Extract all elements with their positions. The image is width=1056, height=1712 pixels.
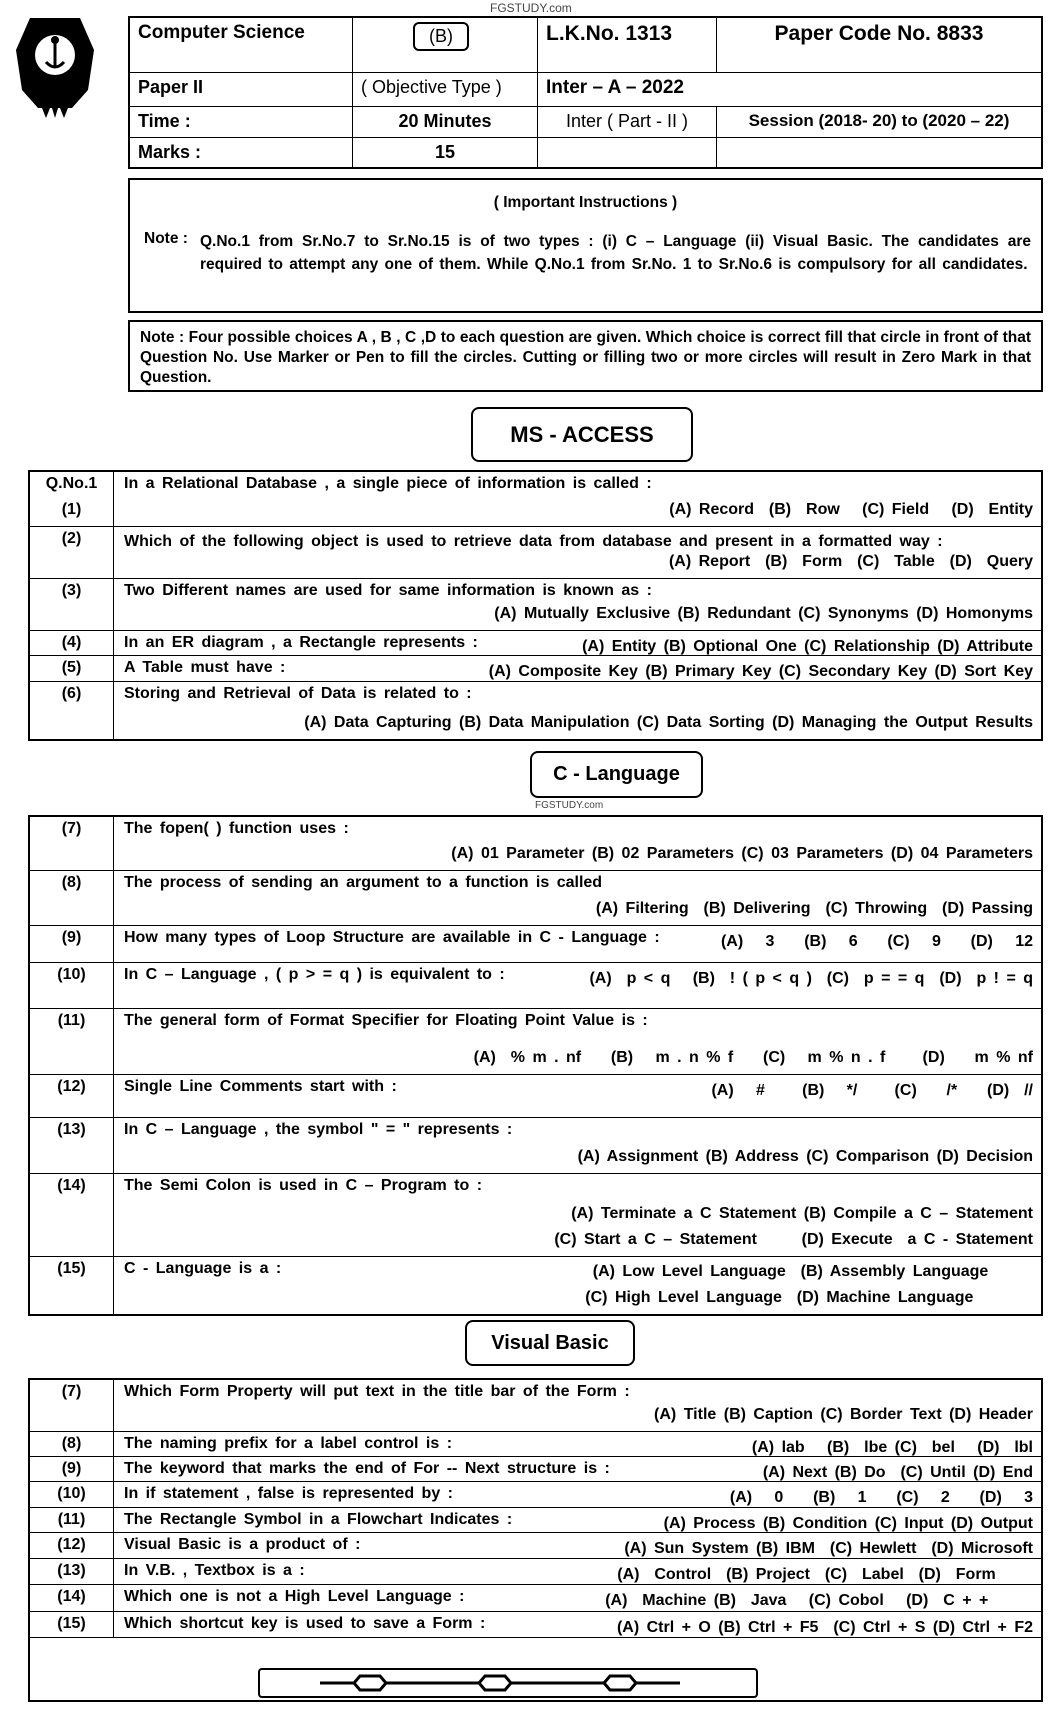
note-label: Note : [144, 230, 188, 247]
answer-options: (A) lab (B) lbe (C) bel (D) lbl [751, 1439, 1033, 1456]
question-number: (10) [30, 1482, 114, 1507]
question-number: (8) [30, 871, 114, 925]
answer-options: (A) Process (B) Condition (C) Input (D) Output [663, 1515, 1033, 1532]
answer-options: (A) Assignment (B) Address (C) Comparison (D) Decision [577, 1148, 1033, 1165]
question-row [30, 682, 1041, 739]
question-text: Two Different names are used for same information is known as : [124, 582, 652, 599]
question-number: (12) [30, 1075, 114, 1117]
answer-options: (A) Ctrl + O (B) Ctrl + F5 (C) Ctrl + S (D) Ctrl + F2 [616, 1619, 1033, 1636]
answer-options: (A) Entity (B) Optional One (C) Relationship (D) Attribute [582, 638, 1033, 655]
question-text: Visual Basic is a product of : [124, 1536, 361, 1553]
question-row [30, 1380, 1041, 1432]
question-text: The keyword that marks the end of For -- Next structure is : [124, 1460, 610, 1477]
question-text: Storing and Retrieval of Data is related to : [124, 685, 472, 702]
question-text: The process of sending an argument to a function is called [124, 874, 603, 891]
answer-options: (A) Mutually Exclusive (B) Redundant (C) Synonyms (D) Homonyms [494, 605, 1033, 622]
answer-options: (A) Machine (B) Java (C) Cobol (D) C + + [605, 1592, 1033, 1609]
paper-type: ( Objective Type ) [353, 73, 538, 107]
question-text: Single Line Comments start with : [124, 1078, 397, 1095]
question-row [30, 631, 1041, 656]
question-number [30, 472, 114, 526]
answer-options: (A) 01 Parameter (B) 02 Parameters (C) 03 Parameters (D) 04 Parameters [451, 845, 1033, 862]
question-number: (7) [30, 1380, 114, 1431]
question-text: The fopen( ) function uses : [124, 820, 349, 837]
answer-options: (A) Record (B) Row (C) Field (D) Entity [669, 501, 1033, 518]
visual-basic-table [28, 1378, 1043, 1702]
question-number: (12) [30, 1533, 114, 1558]
answer-options: (A) Sun System (B) IBM (C) Hewlett (D) Microsoft [624, 1540, 1033, 1557]
question-number: (14) [30, 1585, 114, 1611]
answer-options: (A) Control (B) Project (C) Label (D) Form [617, 1566, 1033, 1583]
answer-options: (A) Next (B) Do (C) Until (D) End [762, 1464, 1033, 1481]
section-ms-access: MS - ACCESS [471, 407, 693, 462]
instructions-title: ( Important Instructions ) [493, 194, 678, 211]
question-row [30, 1533, 1041, 1559]
header-table [128, 16, 1043, 169]
question-row [30, 1585, 1041, 1612]
question-text: In V.B. , Textbox is a : [124, 1562, 305, 1579]
question-row [30, 579, 1041, 631]
question-number: (11) [30, 1508, 114, 1532]
question-text: Which one is not a High Level Language : [124, 1588, 465, 1605]
question-row [30, 1009, 1041, 1075]
question-row [30, 926, 1041, 963]
answer-options: (A) # (B) */ (C) /* (D) // [711, 1082, 1033, 1099]
part: Inter ( Part - II ) [538, 107, 717, 138]
paper-label: Paper II [130, 73, 353, 107]
question-number: (7) [30, 817, 114, 870]
watermark-mid: FGSTUDY.com [535, 800, 604, 811]
question-number: (6) [30, 682, 114, 739]
answer-options: (A) 0 (B) 1 (C) 2 (D) 3 [729, 1489, 1033, 1506]
question-row [30, 871, 1041, 926]
question-row [30, 1075, 1041, 1118]
watermark-top: FGSTUDY.com [490, 1, 572, 15]
group-cell [353, 18, 538, 73]
question-label: Q.No.1 [45, 475, 98, 492]
instructions-box [128, 178, 1043, 313]
answer-options: (A) Filtering (B) Delivering (C) Throwing (D) Passing [595, 900, 1033, 917]
question-row [30, 1559, 1041, 1585]
question-number: (15) [30, 1612, 114, 1637]
exam-name: Inter – A – 2022 [538, 73, 1041, 107]
time-value: 20 Minutes [353, 107, 538, 138]
group-badge: (B) [413, 22, 469, 51]
question-row [30, 963, 1041, 1009]
question-number: (11) [30, 1009, 114, 1074]
question-row [30, 1612, 1041, 1638]
question-number: (13) [30, 1559, 114, 1584]
answer-options: (A) Composite Key (B) Primary Key (C) Secondary Key (D) Sort Key [488, 663, 1033, 680]
question-text: The Semi Colon is used in C – Program to : [124, 1177, 483, 1194]
question-text: Which of the following object is used to retrieve data from database and present in a formatted way : [124, 533, 943, 550]
question-number: (13) [30, 1118, 114, 1173]
marks-label: Marks : [130, 138, 353, 169]
question-text: In if statement , false is represented by : [124, 1485, 453, 1502]
question-row [30, 656, 1041, 682]
board-logo [12, 10, 98, 120]
marks-value: 15 [353, 138, 538, 169]
ms-access-table [28, 470, 1043, 741]
question-row [30, 1508, 1041, 1533]
question-text: How many types of Loop Structure are available in C - Language : [124, 929, 660, 946]
question-number: (10) [30, 963, 114, 1008]
note-text: Q.No.1 from Sr.No.7 to Sr.No.15 is of two types : (i) C – Language (ii) Visual Basic. The candidates are required to attempt any one of them. While Q.No.1 from Sr.No. 1 to Sr.No.6 is compulsory for all candidates. [200, 233, 1031, 273]
answer-options: (A) Terminate a C Statement (B) Compile a C – Statement (C) Start a C – Statement (D) Execute a C - Statement [554, 1205, 1033, 1248]
ornament-icon [260, 1670, 756, 1696]
question-row [30, 1482, 1041, 1508]
section-visual-basic: Visual Basic [465, 1320, 635, 1366]
question-text: In C – Language , ( p > = q ) is equivalent to : [124, 966, 505, 983]
question-text: The general form of Format Specifier for Floating Point Value is : [124, 1012, 648, 1029]
question-text: In an ER diagram , a Rectangle represents : [124, 634, 478, 651]
question-row [30, 817, 1041, 871]
question-row [30, 472, 1041, 527]
session: Session (2018- 20) to (2020 – 22) [717, 107, 1041, 138]
question-number: (2) [30, 527, 114, 578]
question-text: In C – Language , the symbol " = " represents : [124, 1121, 513, 1138]
question-number: (9) [30, 1457, 114, 1481]
answer-options: (A) % m . nf (B) m . n % f (C) m % n . f (D) m % nf [473, 1049, 1033, 1066]
time-label: Time : [130, 107, 353, 138]
answer-options: (A) Low Level Language (B) Assembly Language (C) High Level Language (D) Machine Language [585, 1263, 989, 1306]
question-number-value: (1) [61, 501, 82, 518]
c-language-table [28, 815, 1043, 1316]
choices-note: Note : Four possible choices A , B , C ,D to each question are given. Which choice is correct fill that circle in front of that Question No. Use Marker or Pen to fill the circles. Cutting or filling two or more circles will result in Zero Mark in that Question. [128, 320, 1043, 392]
subject: Computer Science [130, 18, 353, 73]
question-row [30, 1174, 1041, 1257]
paper-code: Paper Code No. 8833 [717, 18, 1041, 73]
question-text: In a Relational Database , a single piece of information is called : [124, 475, 652, 492]
question-text: Which shortcut key is used to save a Form : [124, 1615, 486, 1632]
section-c-language: C - Language [530, 751, 703, 798]
question-row [30, 1432, 1041, 1457]
lk-number: L.K.No. 1313 [538, 18, 717, 73]
question-text: The naming prefix for a label control is : [124, 1435, 453, 1452]
question-row [30, 1457, 1041, 1482]
answer-options: (A) Data Capturing (B) Data Manipulation (C) Data Sorting (D) Managing the Output Results [304, 714, 1033, 731]
question-number: (14) [30, 1174, 114, 1256]
question-text: A Table must have : [124, 659, 286, 676]
question-number: (8) [30, 1432, 114, 1456]
question-text: C - Language is a : [124, 1260, 282, 1277]
question-row [30, 1118, 1041, 1174]
question-number: (15) [30, 1257, 114, 1314]
empty-cell [538, 138, 717, 169]
question-row [30, 527, 1041, 579]
answer-options: (A) Title (B) Caption (C) Border Text (D) Header [654, 1406, 1033, 1423]
question-number: (5) [30, 656, 114, 681]
question-number: (3) [30, 579, 114, 630]
answer-options: (A) Report (B) Form (C) Table (D) Query [668, 553, 1033, 570]
question-number: (4) [30, 631, 114, 655]
end-ornament [258, 1668, 758, 1698]
answer-options: (A) 3 (B) 6 (C) 9 (D) 12 [720, 933, 1033, 950]
question-row [30, 1257, 1041, 1314]
question-text: The Rectangle Symbol in a Flowchart Indicates : [124, 1511, 513, 1528]
question-number: (9) [30, 926, 114, 962]
question-text: Which Form Property will put text in the title bar of the Form : [124, 1383, 630, 1400]
answer-options: (A) p < q (B) ! ( p < q ) (C) p = = q (D) p ! = q [589, 970, 1033, 987]
